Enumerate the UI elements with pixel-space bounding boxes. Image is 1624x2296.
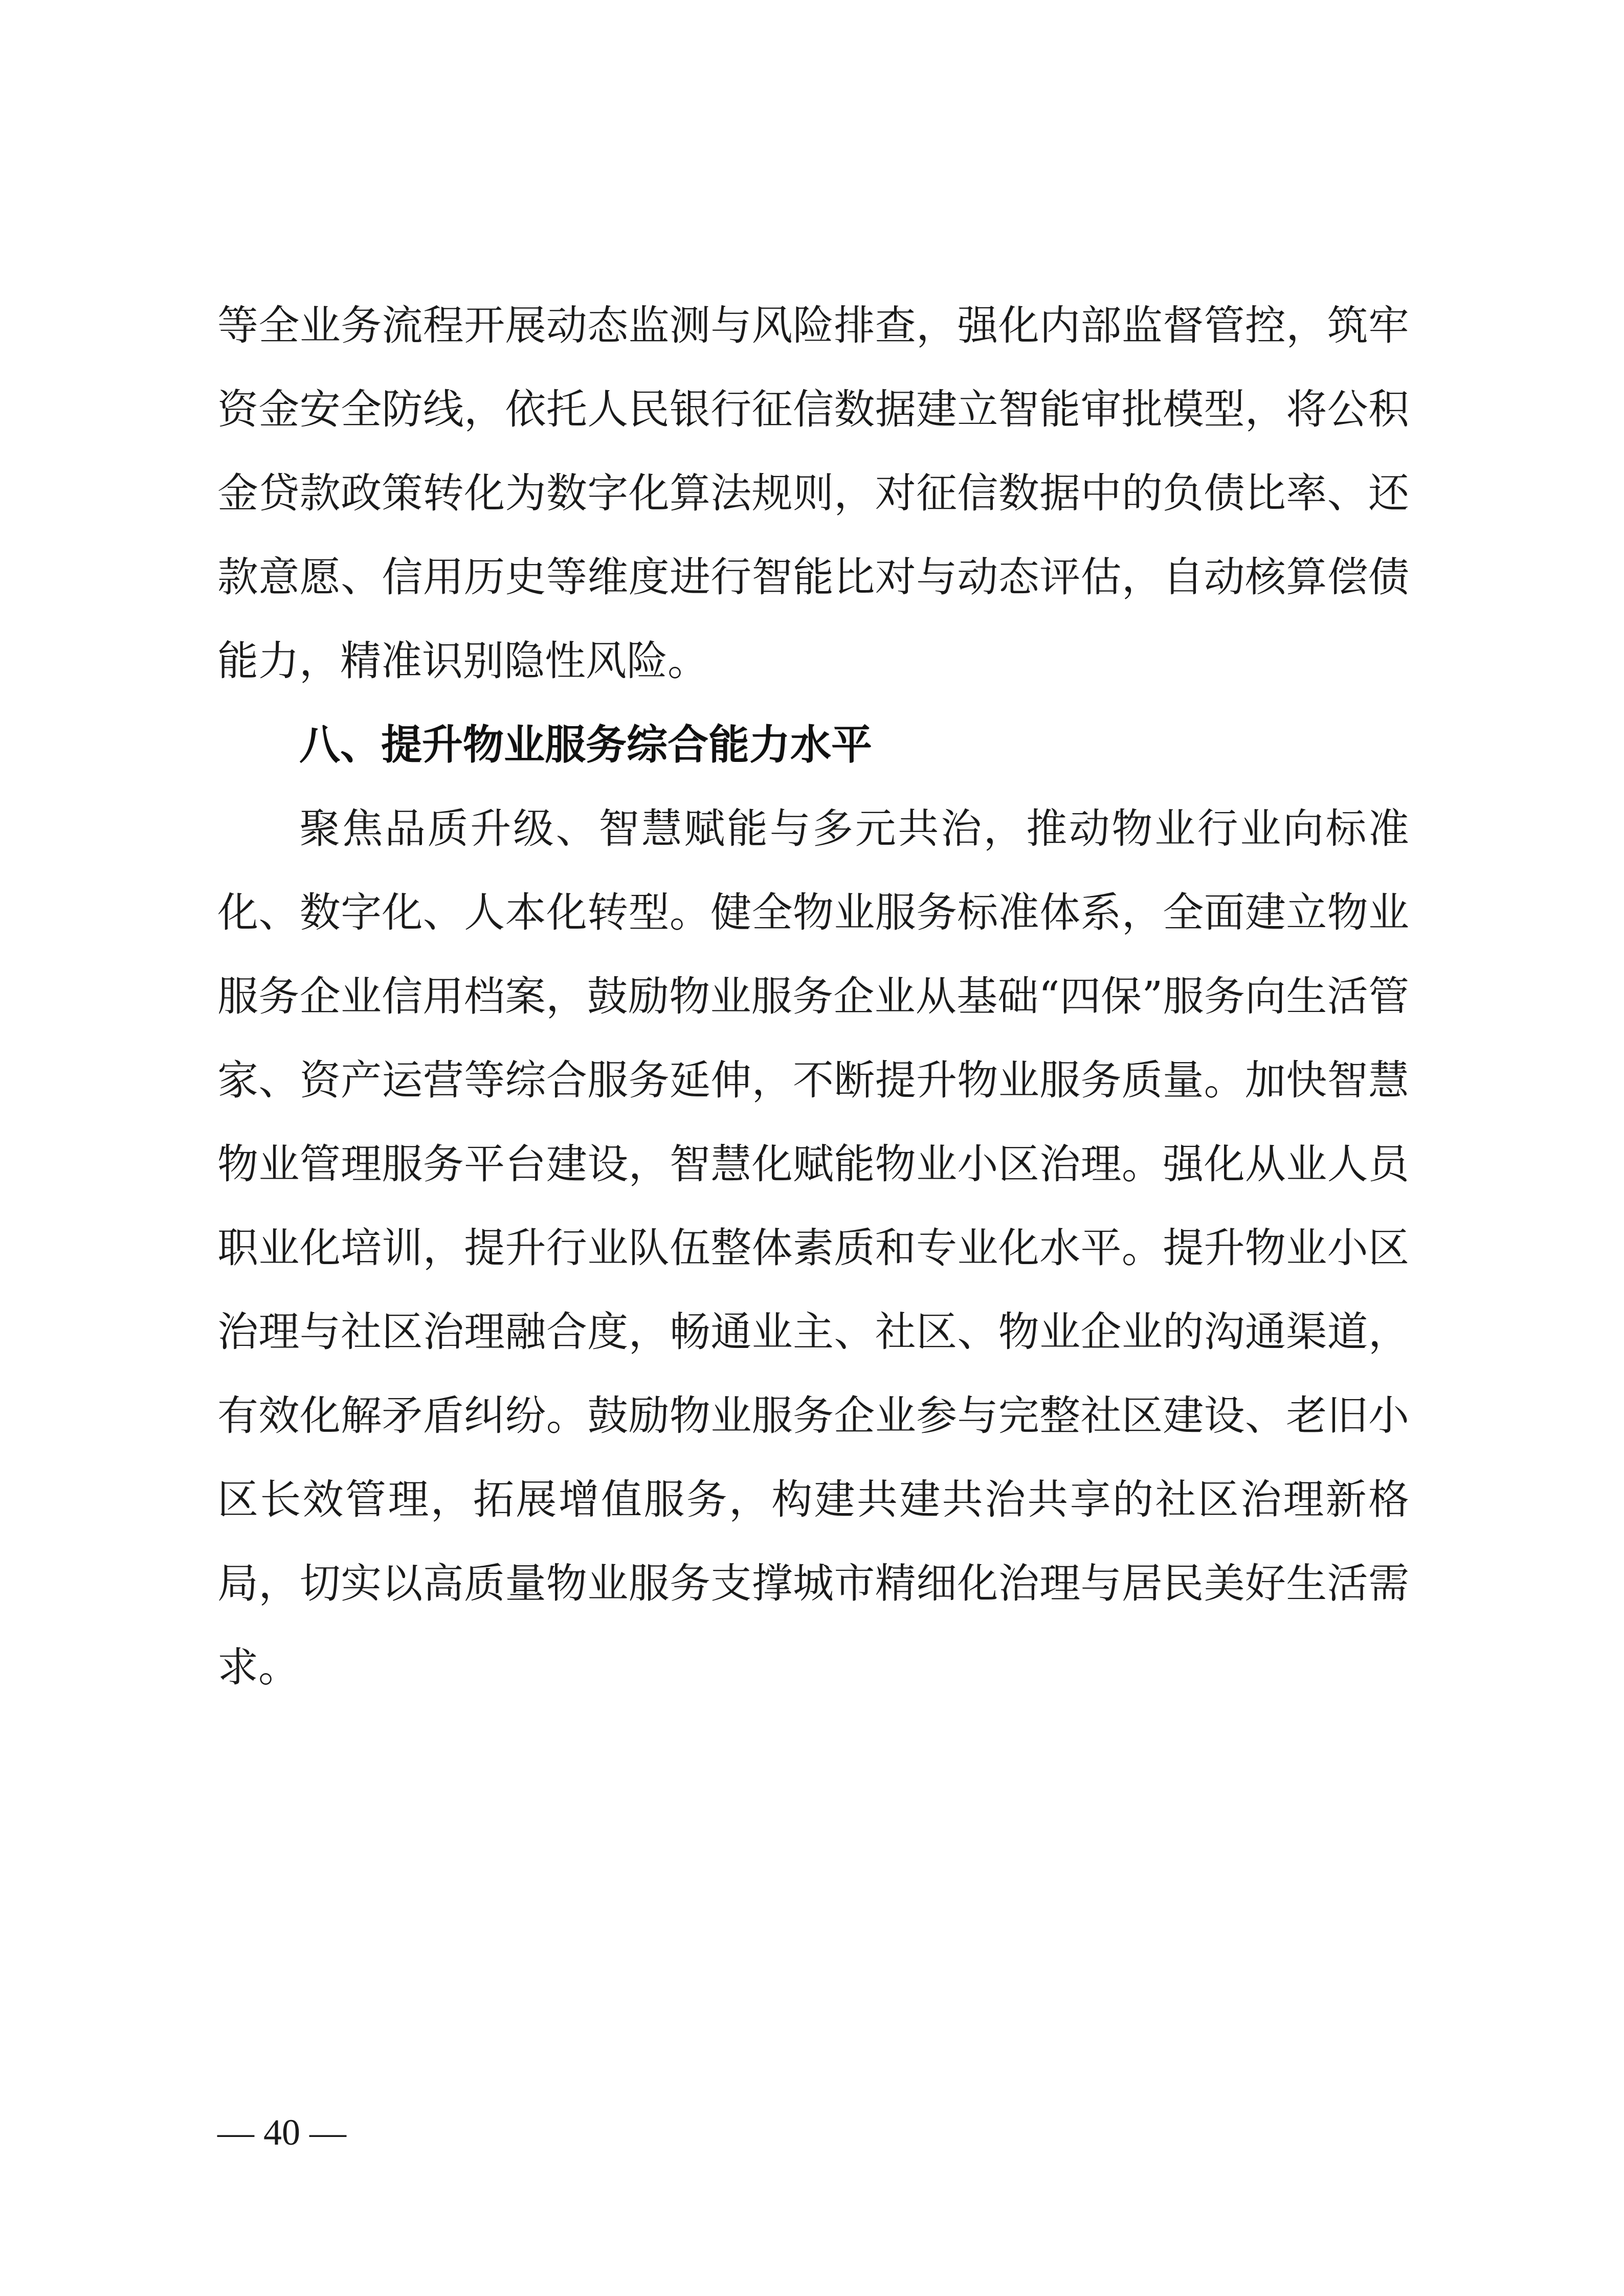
- document-body: [217, 284, 1409, 1709]
- section-heading: 八、提升物业服务综合能力水平: [299, 721, 872, 769]
- paragraph-property-services: 聚焦品质升级、智慧赋能与多元共治，推动物业行业向标准化、数字化、人本化转型。健全物业服务标准体系，全面建立物业服务企业信用档案，鼓励物业服务企业从基础“四保”服务向生活管家、资产运营等综合服务延伸，不断提升物业服务质量。加快智慧物业管理服务平台建设，智慧化赋能物业小区治理。强化从业人员职业化培训，提升行业队伍整体素质和专业化水平。提升物业小区治理与社区治理融合度，畅通业主、社区、物业企业的沟通渠道，有效化解矛盾纠纷。鼓励物业服务企业参与完整社区建设、老旧小区长效管理，拓展增值服务，构建共建共治共享的社区治理新格局，切实以高质量物业服务支撑城市精细化治理与居民美好生活需求。: [217, 805, 1409, 1691]
- paragraph-continuation: 等全业务流程开展动态监测与风险排查，强化内部监督管控，筑牢资金安全防线，依托人民银行征信数据建立智能审批模型，将公积金贷款政策转化为数字化算法规则，对征信数据中的负债比率、还款意愿、信用历史等维度进行智能比对与动态评估，自动核算偿债能力，精准识别隐性风险。: [217, 302, 1409, 685]
- page-number: — 40 —: [217, 2112, 346, 2153]
